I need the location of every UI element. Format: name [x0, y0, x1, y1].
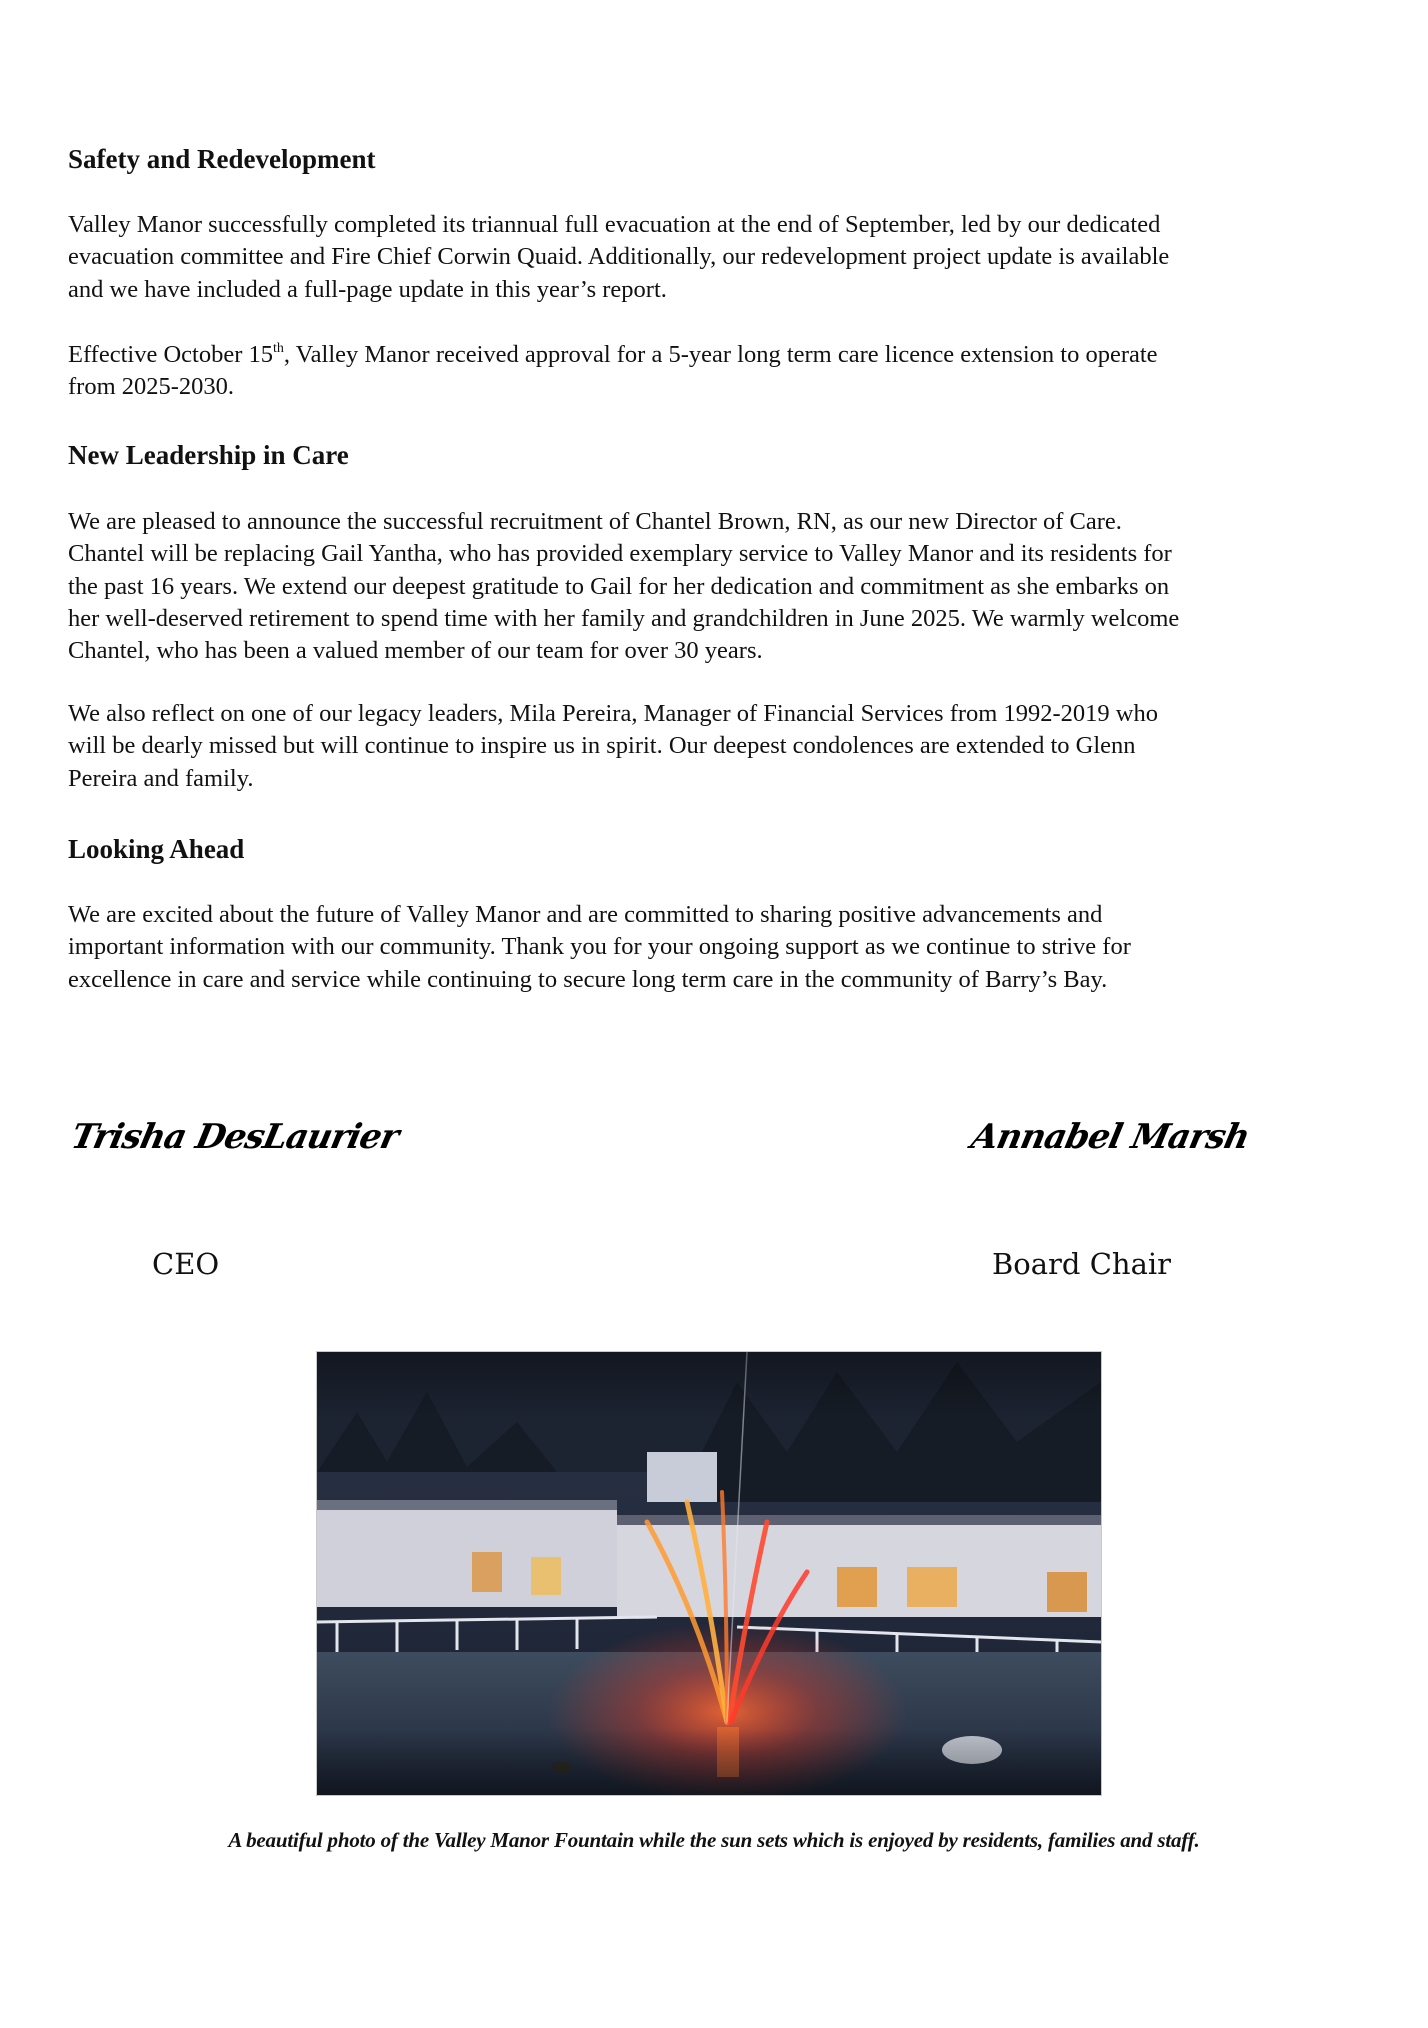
text-line: evacuation committee and Fire Chief Corwin Quaid. Additionally, our redevelopment project update is available: [68, 243, 1170, 271]
text-line: Pereira and family.: [68, 764, 254, 792]
text-line: [68, 339, 1158, 371]
text-line: and we have included a full-page update in this year’s report.: [68, 275, 667, 303]
signature-board-chair: Annabel Marsh: [967, 1117, 1253, 1157]
text-line: We also reflect on one of our legacy leaders, Mila Pereira, Manager of Financial Services from 1992-2019 who: [68, 700, 1158, 727]
fountain-photo-illustration: [317, 1352, 1101, 1795]
text-fragment: Effective October 15: [68, 341, 273, 368]
safety-paragraph-1: [68, 209, 1169, 306]
text-line: the past 16 years. We extend our deepest gratitude to Gail for her dedication and commitment as she embarks on: [68, 572, 1170, 600]
fountain-photo: [316, 1351, 1102, 1796]
role-ceo: CEO: [152, 1247, 220, 1281]
photo-vignette: [317, 1352, 1101, 1795]
section-heading-leadership: New Leadership in Care: [68, 440, 349, 470]
signature-ceo: Trisha DesLaurier: [67, 1117, 402, 1157]
leadership-paragraph-1: [68, 506, 1179, 667]
text-line: from 2025-2030.: [68, 373, 235, 401]
text-line: Valley Manor successfully completed its triannual full evacuation at the end of September, led by our dedicated: [68, 211, 1161, 238]
role-board-chair: Board Chair: [992, 1247, 1171, 1281]
text-line: We are pleased to announce the successful recruitment of Chantel Brown, RN, as our new Director of Care.: [68, 508, 1122, 535]
text-line: Chantel will be replacing Gail Yantha, who has provided exemplary service to Valley Manor and its residents for: [68, 540, 1172, 568]
text-line: excellence in care and service while continuing to secure long term care in the community of Barry’s Bay.: [68, 965, 1108, 993]
section-heading-ahead: Looking Ahead: [68, 834, 245, 864]
text-line: We are excited about the future of Valley Manor and are committed to sharing positive advancements and: [68, 901, 1103, 928]
text-line: her well-deserved retirement to spend time with her family and grandchildren in June 2025. We warmly welcome: [68, 604, 1180, 632]
superscript: th: [272, 341, 284, 356]
text-line: Chantel, who has been a valued member of our team for over 30 years.: [68, 637, 763, 665]
section-heading-safety: Safety and Redevelopment: [68, 144, 376, 174]
photo-caption: A beautiful photo of the Valley Manor Fountain while the sun sets which is enjoyed by residents, families and staff.: [228, 1828, 1200, 1852]
safety-paragraph-2: [68, 339, 1158, 404]
leadership-paragraph-2: [68, 698, 1158, 795]
text-line: important information with our community. Thank you for your ongoing support as we continue to strive for: [68, 933, 1131, 961]
ahead-paragraph: [68, 899, 1131, 996]
text-fragment: , Valley Manor received approval for a 5-year long term care licence extension to operate: [283, 341, 1158, 368]
text-line: will be dearly missed but will continue to inspire us in spirit. Our deepest condolences are extended to Glenn: [68, 732, 1136, 760]
